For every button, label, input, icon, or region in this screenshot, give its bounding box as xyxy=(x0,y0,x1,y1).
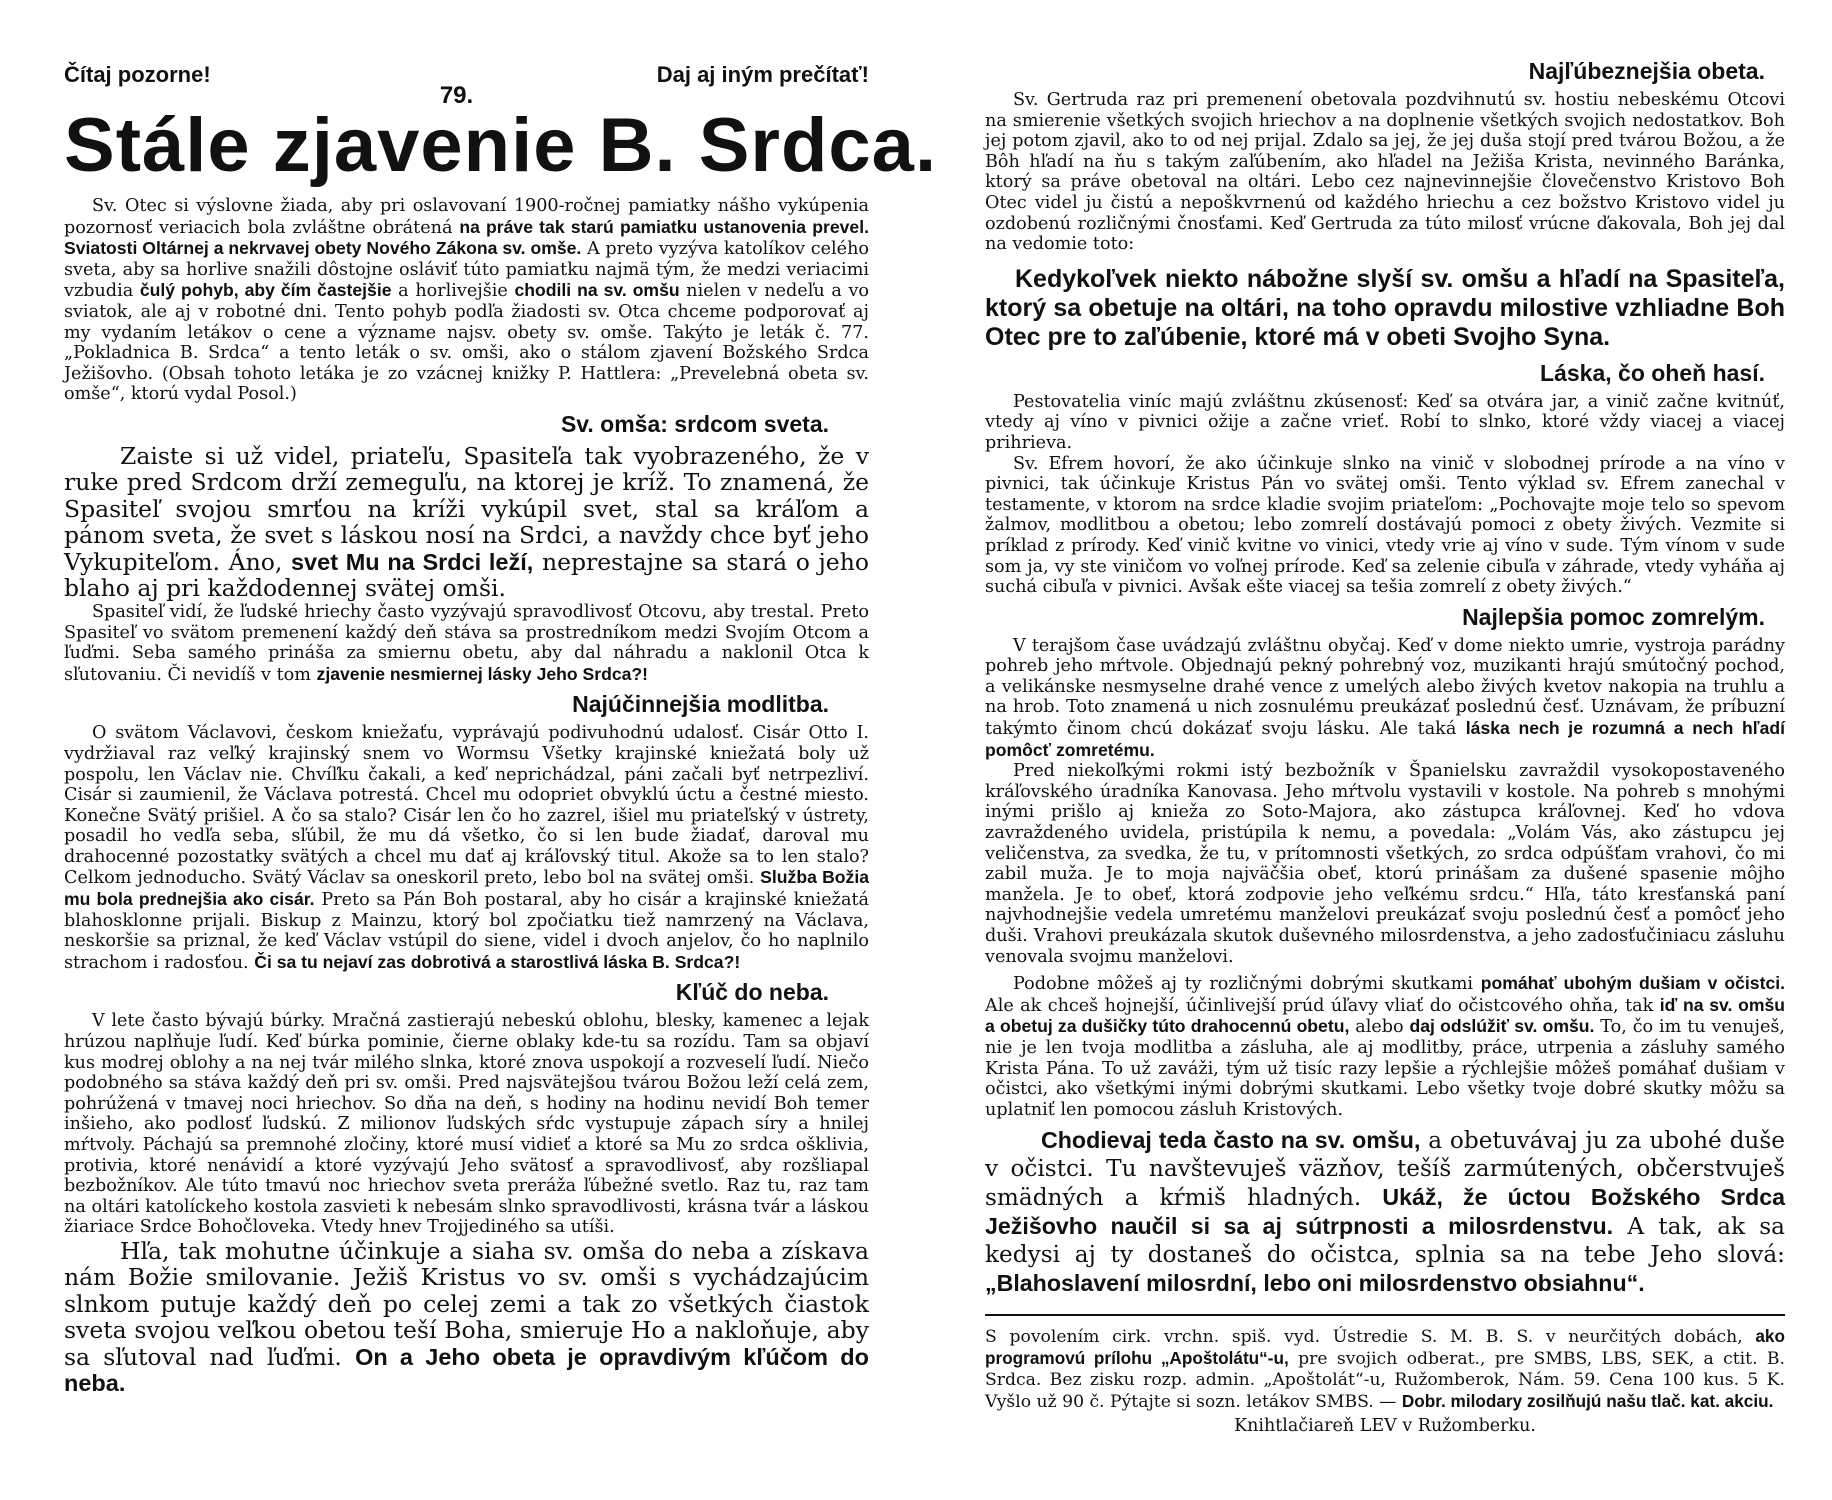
footer-imprint: S povolením cirk. vrchn. spiš. vyd. Ústredie S. M. B. S. v neurčitých dobách, ako programovú prílohu „Apoštolátu“-u, pre svojich odberat., pre SMBS, LBS, SEK, a ctit. B. Srdca. Bez zisku rozp. admin. „Apoštolát“-u, Ružomberok, Nám. 59. Cena 100 kus. 5 K. Vyšlo už 90 č. Pýtajte si sozn. letákov SMBS. — Dobr. milodary zosilňujú našu tlač. kat. akciu. xyxy=(985,1326,1785,1412)
paragraph-efrem: Sv. Efrem hovorí, že ako účinkuje slnko na vinič v slobodnej prírode a na víno v pivnici, tak účinkuje Kristus Pán vo svätej omši. Tento výklad sv. Efrem zanechal v testamente, v ktorom na srdce kladie svojim priateľom: „Pochovajte moje telo so spevom žalmov, modlitbou a obetou; lebo zomrelí dostávajú pomoci z obety živých. Vezmite si príklad z prírody. Keď vinič kvitne vo vinici, vtedy vrie aj víno v sude. Tým vínom v sude som ja, vy ste viničom vo voľnej prírode. Keď sa zelenie cibuľa v záhrade, vtedy vyháňa aj suchá cibuľa v pivnici. Avšak ešte viacej sa tešia zomrelí z obety živých.“ xyxy=(985,453,1785,598)
paragraph-vaclav: O svätom Václavovi, českom kniežaťu, vyprávajú podivuhodnú udalosť. Cisár Otto I. vydržiaval raz veľký krajinský snem vo Wormsu Všetky krajinské kniežatá boly už pospolu, len Václav nie. Chvíľku čakali, a keď neprichádzal, páni začali byť netrpezliví. Cisár si zaumienil, že Václava potrestá. Chcel mu odopriet obvyklú úctu a čestné miesto. Konečne Svätý prišiel. A čo sa stalo? Cisár len čo ho zazrel, išiel mu priateľský v ústrety, posadil ho vedľa seba, sľúbil, že mu dá všetko, čo si len bude žiadať, daroval mu drahocenné pozostatky svätých a chcel mu dať aj kráľovský titul. Akože sa to len stalo? Celkom jednoducho. Svätý Václav sa oneskoril preto, lebo bol na svätej omši. Služba Božia mu bola prednejšia ako cisár. Preto sa Pán Boh postaral, aby ho cisár a krajinské kniežatá blahosklonne prijali. Biskup z Mainzu, ktorý bol zpočiatku tiež namrzený na Václava, neskoršie sa priznal, že keď Václav vstúpil do siene, videl i dvoch anjelov, čo ho naplnilo strachom i radosťou. Či sa tu nejaví zas dobrotivá a starostlivá láska B. Srdca?! xyxy=(64,723,869,973)
section-heading-srdcom-sveta: Sv. omša: srdcom sveta. xyxy=(560,410,829,437)
footer-printer: Knihtlačiareň LEV v Ružomberku. xyxy=(1234,1415,1536,1436)
paragraph-spasitel: Spasiteľ vidí, že ľudské hriechy často vyzývajú spravodlivosť Otcovu, aby trestal. Preto Spasiteľ vo svätom premenení každý deň stáva sa prostredníkom medzi Svojím Otcom a ľuďmi. Seba samého prináša za smiernu obetu, aby dal náhradu a naklonil Otca k sľutovaniu. Či nevidíš v tom zjavenie nesmiernej lásky Jeho Srdca?! xyxy=(64,601,869,685)
left-column xyxy=(64,62,938,1397)
right-slogan: Daj aj iným prečítať! xyxy=(656,62,869,87)
big-paragraph-zemegula: Zaiste si už videl, priateľu, Spasiteľa tak vyobrazeného, že v ruke pred Srdcom drží zemeguľu, na ktorej je kríž. To znamená, že Spasiteľ svojou smrťou na kríži vykúpil svet, stal sa kráľom a pánom sveta, že svet s láskou nosí na Srdci, a navždy chce byť jeho Vykupiteľom. Áno, svet Mu na Srdci leží, neprestajne sa stará o jeho blaho aj pri každodennej svätej omši. xyxy=(64,441,869,603)
paragraph-kanovas: Pred niekoľkými rokmi istý bezbožník v Španielsku zavraždil vysokopostaveného kráľovského úradníka Kanovasa. Jeho mŕtvolu vystavili v kostole. Na pohreb s mnohými inými prišlo aj knieža zo Soto-Majora, ako zástupca kráľovnej. Keď ho vdova zavraždeného uvidela, pristúpila k nemu, a povedala: „Volám Vás, ako zástupcu jej veličenstva, za svedka, že tu, v prítomnosti všetkých, zo srdca odpúšťam vrahovi, čo mi zabil muža. Je to moja najväčšia obeť, ktorú prinášam za dušené spasenie môjho manžela. Je to obeť, ktorá zodpovie jeho veľkému srdcu.“ Hľa, táto kresťanská paní najvhodnejšie vedela umretému manželovi preukázať svoju poslednú česť a pomôcť jeho duši. Vrahovi preukázala skutok duševného milosrdenstva, a jeho zadosťučiniacu zásluhu venovala svojmu manželovi. xyxy=(985,761,1785,967)
issue-number: 79. xyxy=(439,82,474,109)
paragraph-podobne: Podobne môžeš aj ty rozličnými dobrými skutkami pomáhať ubohým dušiam v očistci. Ale ak chceš hojnejší, účinlivejší prúd úľavy vliať do očistcového ohňa, tak iď na sv. omšu a obetuj za dušičky túto drahocennú obetu, alebo daj odslúžiť sv. omšu. To, čo im tu venuješ, nie je len tvoja modlitba a zásluha, ale aj modlitby, práce, utrpenia a zásluhy samého Krista Pána. To už zaváži, tým už tisíc razy lepšie a rýchlejšie môžeš pomáhať dušiam v očistci, ako všetkými inými dobrými skutkami. Lebo všetky tvoje dobré skutky môžu sa uplatniť len pomocou zásluh Kristových. xyxy=(985,973,1786,1120)
page-title: Stále zjavenie B. Srdca. xyxy=(64,103,938,188)
intro-paragraph: Sv. Otec si výslovne žiada, aby pri oslavovaní 1900-ročnej pamiatky nášho vykúpenia pozornosť veriacich bola zvláštne obrátená na práve tak starú pamiatku ustanovenia prevel. Sviatosti Oltárnej a nekrvavej obety Nového Zákona sv. omše. A preto vyzýva katolíkov celého sveta, aby sa horlive snažili dôstojne osláviť túto pamiatku najmä tým, že medzi veriacimi vzbudia čulý pohyb, aby čím častejšie a horlivejšie chodili na sv. omšu nielen v nedeľu a vo sviatok, ale aj v robotné dni. Tento pohyb podľa žiadosti sv. Otca chceme podporovať aj my vydaním letákov o cene a význame najsv. obety sv. omše. Takýto je leták č. 77. „Pokladnica B. Srdca“ a tento leták o sv. omši, ako o stálom zjavení Božského Srdca Ježišovho. (Obsah tohoto letáka je zo vzácnej knižky P. Hattlera: „Prevelebná obeta sv. omše“, ktorú vydal Posol.) xyxy=(64,196,869,405)
paragraph-gertruda: Sv. Gertruda raz pri premenení obetovala pozdvihnutú sv. hostiu nebeskému Otcovi na smierenie všetkých svojich hriechov a na doplnenie všetkých svojich nedostatkov. Boh jej potom zjavil, ako to od nej prijal. Zdalo sa jej, že jej duša stojí pred tvárou Božou, a že Bôh hľadí na ňu s takým zaľúbením, ako hľadel na Ježiša Krista, nevinného Baránka, ktorý sa práve obetoval na oltári. Lebo cez najnevinnejšie človečenstvo Kristovo Boh Otec videl ju čistú a nepoškvrnenú od každého hriechu a cez božstvo Kristovo videl ju ozdobenú rozličnými čnosťami. Keď Gertruda za túto milosť vrúcne ďakovala, Boh jej dal na vedomie toto: xyxy=(985,90,1785,255)
paragraph-chodievaj: Chodievaj teda často na sv. omšu, a obetuvávaj ju za ubohé duše v očistci. Tu navštevuješ väzňov, tešíš zarmútených, občerstvuješ smädných a kŕmiš hladných. Ukáž, že úctou Božského Srdca Ježišovho naučil si sa aj sútrpnosti a milosrdenstvu. A tak, ak sa kedysi aj ty dostaneš do očistca, splnia sa na tebe Jeho slová: „Blahoslavení milosrdní, lebo oni milosrdenstvo obsiahnu“. xyxy=(985,1127,1785,1297)
footer-divider xyxy=(985,1314,1785,1316)
paragraph-burky: V lete často bývajú búrky. Mračná zastierajú nebeskú oblohu, blesky, kamenec a lejak hrúzou naplňuje ľudí. Keď búrka pominie, čierne oblaky kde-tu sa rozídu. Tam sa objaví kus modrej oblohy a na nej tvár milého slnka, ktoré znova uspokojí a rozveselí ľudí. Niečo podobného sa stáva každý deň pri sv. omši. Pred najsvätejšou tvárou Božou leží celá zem, pohrúžená v tmavej noci hriechov. So dňa na deň, s hodiny na hodinu nevidí Boh temer inšieho, ako podlosť ľudskú. Z milionov ľudských sŕdc vystupuje zápach síry a hnilej mŕtvoly. Páchajú sa premnohé zločiny, ktoré musí vidieť a ktoré sa Mu zo srdca ošklivia, protivia, ktoré nenávidí a ktoré vyzývajú Jeho svätosť a spravodlivosť, aby rozšliapal bezbožníkov. Ale túto tmavú noc hriechov sveta preráža ľúbežné svetlo. Raz tu, raz tam na oltári katolíckeho kostola zasvieti k nebesám slnko spravodlivosti, krásna tvár a láskou žiariace Srdce Bohočloveka. Vtedy hnev Trojjediného sa utíši. xyxy=(64,1011,869,1238)
big-paragraph-hla: Hľa, tak mohutne účinkuje a siaha sv. omša do neba a získava nám Božie smilovanie. Ježiš Kristus vo sv. omši s vychádzajúcim slnkom putuje každý deň po celej zemi a tak zo všetkých čiastok sveta svojou veľkou obetou teší Boha, smieruje Ho a nakloňuje, aby sa sľutoval nad ľuďmi. On a Jeho obeta je opravdivým kľúčom do neba. xyxy=(64,1236,869,1397)
section-heading-pomoc: Najlepšia pomoc zomrelým. xyxy=(1462,603,1765,630)
paragraph-pestovatelia: Pestovatelia viníc majú zvláštnu zkúsenosť: Keď sa otvára jar, a vinič začne kvitnúť, vtedy aj víno v pivnici ožije a začne vrieť. Robí to slnko, ktoré vždy viacej a viacej prihrieva. xyxy=(985,391,1785,453)
callout-kedykolvek: Kedykoľvek niekto nábožne slyší sv. omšu a hľadí na Spasiteľa, ktorý sa obetuje na oltári, na toho opravdu milostive vzhliadne Boh Otec pre to zaľúbenie, ktoré má v obeti Svojho Syna. xyxy=(985,264,1785,351)
section-heading-kluc: Kľúč do neba. xyxy=(675,979,829,1006)
section-heading-najlubeznejsia: Najľúbeznejšia obeta. xyxy=(1528,58,1765,84)
paragraph-obycaj: V terajšom čase uvádzajú zvláštnu obyčaj. Keď v dome niekto umrie, vystroja parádny pohreb jeho mŕtvole. Objednajú pekný pohrebný voz, muzikanti hrajú smútočný pochod, a velikánske nesmyselne drahé vence z umelých alebo živých kvetov nakopia na truhlu a na hrob. Toto znamená u nich zosnulému preukázať poslednú česť. Uznávam, že príbuzní takýmto činom chcú dokázať svoju lásku. Ale taká láska nech je rozumná a nech hľadí pomôcť zomretému. xyxy=(985,635,1785,760)
left-slogan: Čítaj pozorne! xyxy=(64,62,211,87)
section-heading-modlitba: Najúčinnejšia modlitba. xyxy=(572,691,829,718)
section-heading-laska: Láska, čo oheň hasí. xyxy=(1540,359,1765,386)
right-column xyxy=(985,58,1785,1437)
